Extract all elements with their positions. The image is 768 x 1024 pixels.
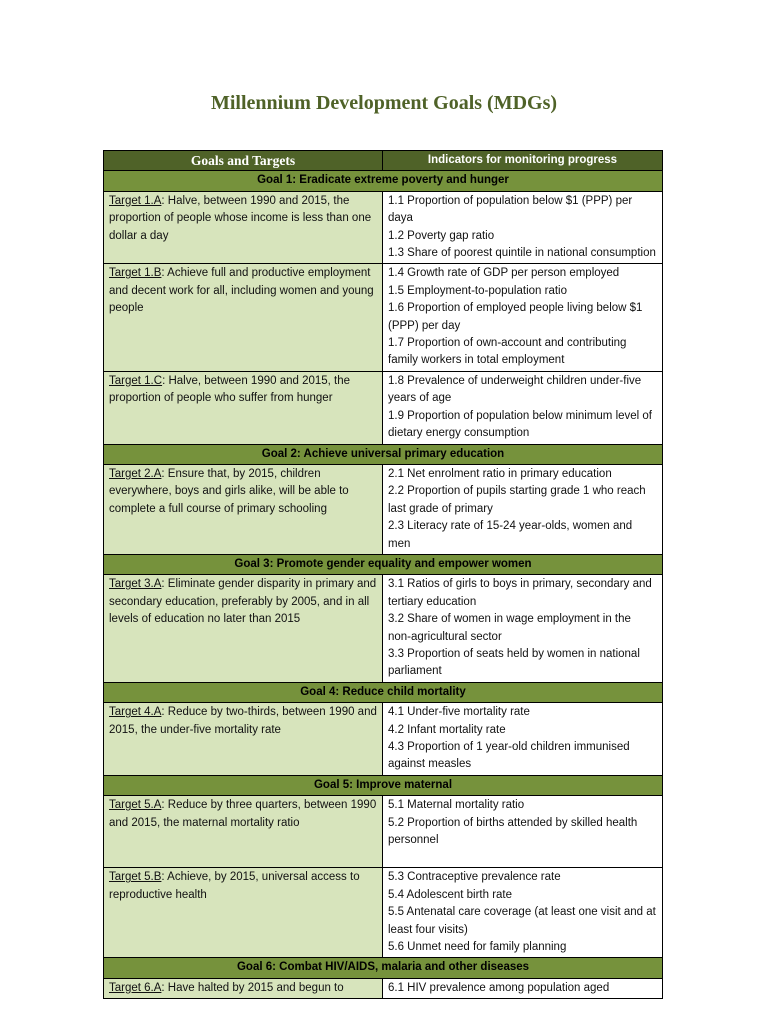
- goal-title: Goal 2: Achieve universal primary education: [104, 444, 663, 464]
- indicator: 3.2 Share of women in wage employment in the non-agricultural sector: [388, 613, 631, 643]
- target-text: : Ensure that, by 2015, children everywhere, boys and girls alike, will be able to complete a full course of primary schooling: [109, 467, 349, 515]
- target-row: [104, 464, 663, 554]
- indicators-cell: [383, 868, 663, 958]
- table-header-row: [104, 151, 663, 171]
- target-label: Target 6.A: [109, 981, 162, 994]
- target-text: : Halve, between 1990 and 2015, the proportion of people whose income is less than one dollar a day: [109, 194, 372, 242]
- indicators-cell: [383, 191, 663, 264]
- indicator: 2.3 Literacy rate of 15-24 year-olds, women and men: [388, 520, 633, 550]
- goal-title: Goal 5: Improve maternal: [104, 775, 663, 795]
- indicator: 1.4 Growth rate of GDP per person employed: [388, 267, 620, 280]
- goal-title: Goal 3: Promote gender equality and empower women: [104, 554, 663, 574]
- indicator: 1.8 Prevalence of underweight children under-five years of age: [388, 374, 642, 405]
- indicator: 5.3 Contraceptive prevalence rate: [388, 871, 561, 884]
- table-body: [104, 171, 663, 999]
- target-row: [104, 371, 663, 444]
- target-row: [104, 978, 663, 998]
- target-text: : Halve, between 1990 and 2015, the proportion of people who suffer from hunger: [109, 374, 351, 405]
- goal-row: [104, 682, 663, 702]
- target-cell: [104, 464, 383, 554]
- indicator: 1.1 Proportion of population below $1 (PPP) per daya: [388, 194, 633, 225]
- indicator: 4.3 Proportion of 1 year-old children immunised against measles: [388, 741, 630, 771]
- indicators-cell: [383, 371, 663, 444]
- indicator: 1.5 Employment-to-population ratio: [388, 284, 567, 297]
- target-row: [104, 868, 663, 958]
- indicator: 1.9 Proportion of population below minimum level of dietary energy consumption: [388, 409, 653, 440]
- goal-title: Goal 1: Eradicate extreme poverty and hunger: [104, 171, 663, 191]
- indicator: 5.2 Proportion of births attended by skilled health personnel: [388, 816, 638, 847]
- target-cell: [104, 978, 383, 998]
- goal-row: [104, 958, 663, 978]
- indicator: 1.2 Poverty gap ratio: [388, 229, 495, 242]
- indicators-cell: [383, 796, 663, 868]
- indicator: 2.2 Proportion of pupils starting grade 1 who reach last grade of primary: [388, 485, 646, 515]
- target-label: Target 2.A: [109, 467, 162, 480]
- indicator: 1.7 Proportion of own-account and contributing family workers in total employment: [388, 337, 627, 367]
- target-cell: [104, 191, 383, 264]
- header-indicators: Indicators for monitoring progress: [383, 151, 663, 171]
- indicator: 1.6 Proportion of employed people living below $1 (PPP) per day: [388, 302, 643, 332]
- target-text: : Achieve full and productive employment and decent work for all, including women and young people: [109, 267, 374, 315]
- target-label: Target 4.A: [109, 706, 162, 719]
- indicator: 4.1 Under-five mortality rate: [388, 706, 530, 719]
- target-cell: [104, 868, 383, 958]
- indicator: 5.5 Antenatal care coverage (at least one visit and at least four visits): [388, 906, 656, 936]
- indicator: 3.1 Ratios of girls to boys in primary, secondary and tertiary education: [388, 578, 652, 608]
- indicators-cell: [383, 978, 663, 998]
- header-goals-and-targets: Goals and Targets: [104, 151, 383, 171]
- target-label: Target 3.A: [109, 578, 162, 591]
- target-label: Target 1.C: [109, 374, 163, 387]
- target-text: : Eliminate gender disparity in primary and secondary education, preferably by 2005, and in all levels of education no later than 2015: [109, 578, 377, 626]
- target-row: [104, 575, 663, 682]
- spacer: [388, 849, 657, 866]
- indicator: 1.3 Share of poorest quintile in national consumption: [388, 247, 656, 260]
- target-label: Target 5.B: [109, 871, 162, 884]
- target-label: Target 1.B: [109, 267, 162, 280]
- target-row: [104, 191, 663, 264]
- indicator: 4.2 Infant mortality rate: [388, 723, 506, 736]
- target-cell: [104, 796, 383, 868]
- goal-row: [104, 775, 663, 795]
- target-text: : Have halted by 2015 and begun to: [161, 981, 344, 994]
- goal-title: Goal 4: Reduce child mortality: [104, 682, 663, 702]
- goal-title: Goal 6: Combat HIV/AIDS, malaria and other diseases: [104, 958, 663, 978]
- goal-row: [104, 444, 663, 464]
- indicators-cell: [383, 575, 663, 682]
- indicator: 3.3 Proportion of seats held by women in national parliament: [388, 647, 640, 678]
- mdg-table: [103, 150, 663, 999]
- target-label: Target 5.A: [109, 799, 162, 812]
- target-text: : Reduce by three quarters, between 1990 and 2015, the maternal mortality ratio: [109, 799, 377, 829]
- indicator: 2.1 Net enrolment ratio in primary education: [388, 467, 612, 480]
- goal-row: [104, 554, 663, 574]
- target-cell: [104, 371, 383, 444]
- indicator: 5.1 Maternal mortality ratio: [388, 799, 525, 812]
- target-row: [104, 796, 663, 868]
- goal-row: [104, 171, 663, 191]
- target-label: Target 1.A: [109, 194, 162, 207]
- indicator: 5.4 Adolescent birth rate: [388, 888, 513, 901]
- target-cell: [104, 575, 383, 682]
- indicators-cell: [383, 264, 663, 371]
- target-text: : Achieve, by 2015, universal access to reproductive health: [109, 871, 360, 901]
- indicators-cell: [383, 703, 663, 776]
- target-cell: [104, 703, 383, 776]
- target-row: [104, 264, 663, 371]
- indicator: 5.6 Unmet need for family planning: [388, 941, 567, 954]
- target-row: [104, 703, 663, 776]
- target-cell: [104, 264, 383, 371]
- target-text: : Reduce by two-thirds, between 1990 and 2015, the under-five mortality rate: [109, 706, 377, 736]
- indicator: 6.1 HIV prevalence among population aged: [388, 981, 610, 994]
- page-title: Millennium Development Goals (MDGs): [210, 92, 558, 114]
- indicators-cell: [383, 464, 663, 554]
